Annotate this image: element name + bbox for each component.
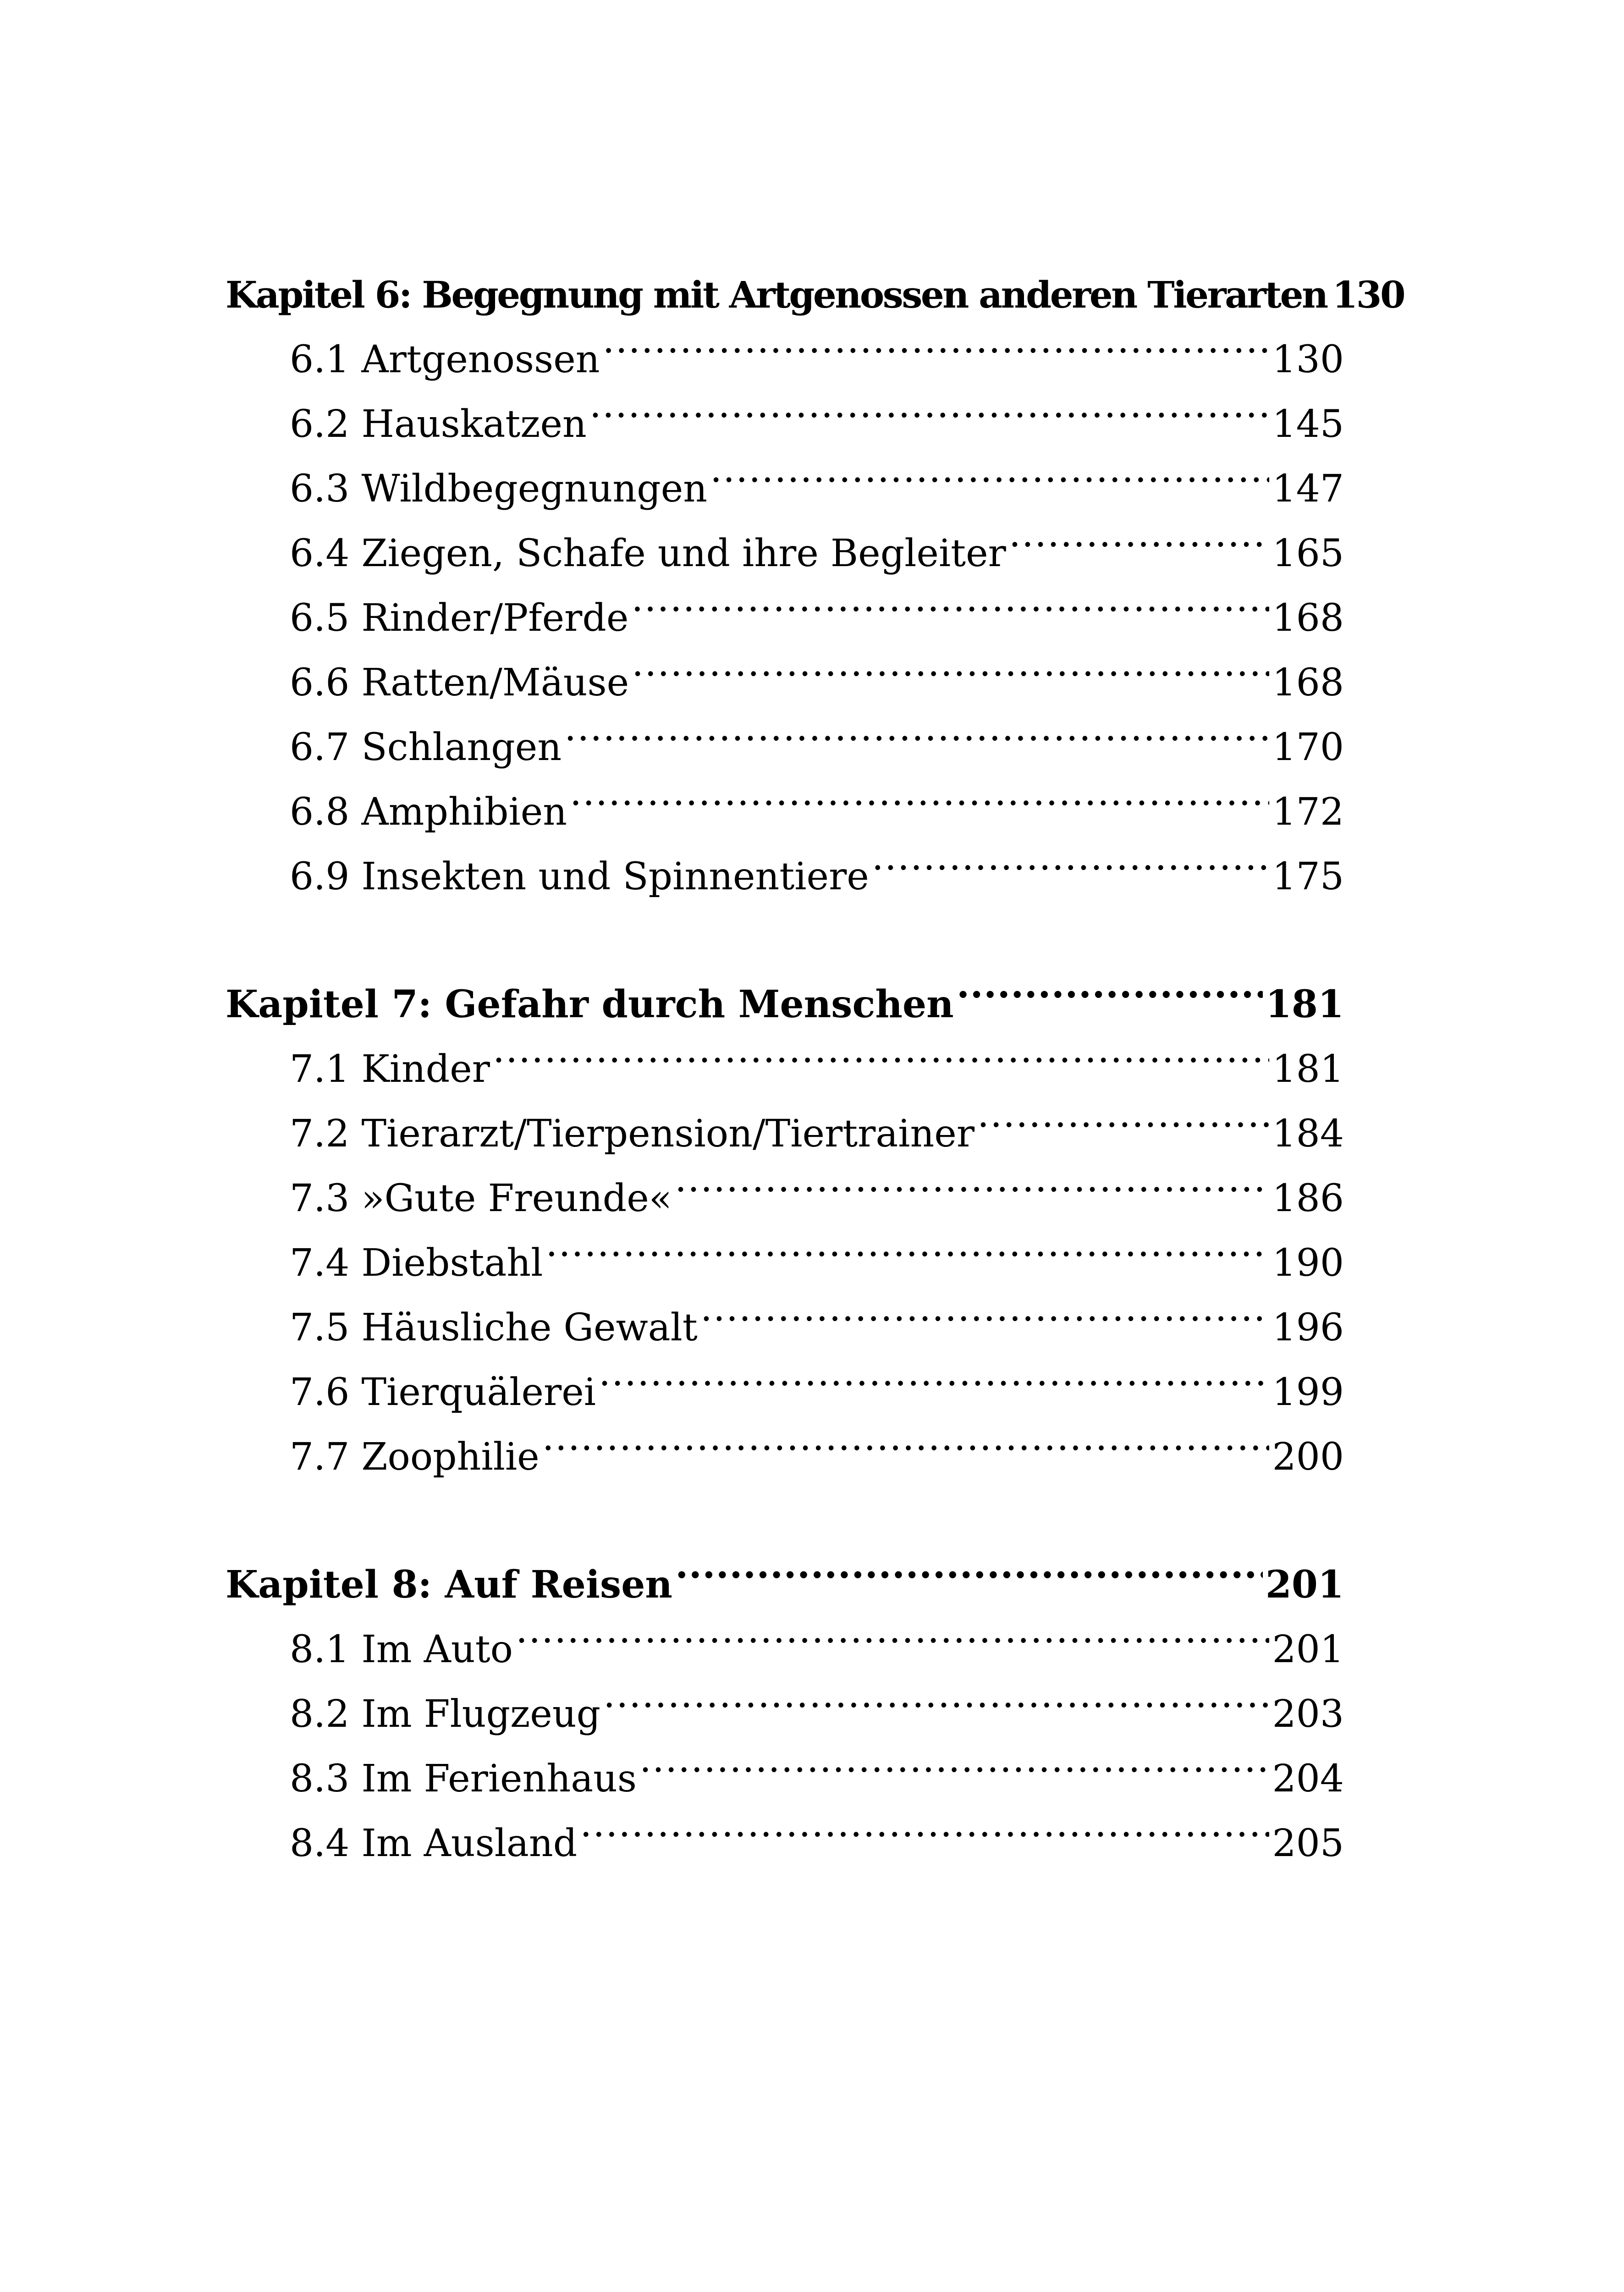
entry-title: 7.1 Kinder bbox=[290, 1047, 490, 1091]
chapter-heading[interactable] bbox=[226, 953, 1344, 1026]
dot-leader bbox=[872, 825, 1270, 889]
dot-leader bbox=[710, 437, 1269, 501]
entry-title: 6.4 Ziegen, Schafe und ihre Begleiter bbox=[290, 532, 1006, 575]
page-number: 203 bbox=[1272, 1692, 1344, 1736]
entry-title: 6.9 Insekten und Spinnentiere bbox=[290, 855, 869, 898]
dot-leader bbox=[639, 1727, 1270, 1791]
page-number: 170 bbox=[1272, 726, 1344, 769]
entry-title: 6.3 Wildbegegnungen bbox=[290, 467, 708, 511]
page-number: 196 bbox=[1272, 1306, 1344, 1350]
dot-leader bbox=[580, 1791, 1269, 1856]
dot-leader bbox=[1009, 501, 1270, 566]
page-number: 204 bbox=[1272, 1757, 1344, 1801]
chapter-title: Kapitel 8: Auf Reisen bbox=[226, 1563, 672, 1607]
dot-leader bbox=[603, 308, 1270, 372]
entry-title: 7.6 Tierquälerei bbox=[290, 1371, 596, 1414]
dot-leader bbox=[957, 953, 1263, 1017]
dot-leader bbox=[516, 1598, 1269, 1662]
entry-title: 7.2 Tierarzt/Tierpension/Tiertrainer bbox=[290, 1112, 975, 1156]
entry-title: 6.6 Ratten/Mäuse bbox=[290, 661, 629, 705]
page-number: 130 bbox=[1332, 273, 1404, 316]
entry-title: 8.4 Im Ausland bbox=[290, 1822, 578, 1865]
dot-leader bbox=[542, 1405, 1270, 1470]
chapter-7 bbox=[226, 953, 1344, 1479]
entry-title: 6.8 Amphibien bbox=[290, 790, 567, 834]
entry-title: 8.1 Im Auto bbox=[290, 1628, 513, 1671]
dot-leader bbox=[631, 566, 1269, 631]
dot-leader bbox=[675, 1533, 1263, 1598]
chapter-heading[interactable] bbox=[226, 243, 1404, 316]
chapter-6 bbox=[226, 243, 1404, 898]
page-number: 201 bbox=[1265, 1563, 1344, 1607]
entry-title: 7.4 Diebstahl bbox=[290, 1241, 543, 1285]
chapter-title: Kapitel 7: Gefahr durch Menschen bbox=[226, 982, 954, 1026]
page-number: 186 bbox=[1272, 1177, 1344, 1220]
entry-title: 7.5 Häusliche Gewalt bbox=[290, 1306, 698, 1350]
entry-title: 6.7 Schlangen bbox=[290, 726, 562, 769]
entry-title: 7.7 Zoophilie bbox=[290, 1435, 539, 1479]
dot-leader bbox=[570, 760, 1269, 825]
page-number: 205 bbox=[1272, 1822, 1344, 1865]
entry-title: 7.3 »Gute Freunde« bbox=[290, 1177, 672, 1220]
page-number: 200 bbox=[1272, 1435, 1344, 1479]
dot-leader bbox=[564, 695, 1269, 760]
page-number: 168 bbox=[1272, 661, 1344, 705]
page-number: 201 bbox=[1272, 1628, 1344, 1671]
page-number: 184 bbox=[1272, 1112, 1344, 1156]
dot-leader bbox=[545, 1211, 1269, 1276]
dot-leader bbox=[675, 1146, 1270, 1211]
page-number: 199 bbox=[1272, 1371, 1344, 1414]
dot-leader bbox=[632, 631, 1269, 695]
dot-leader bbox=[493, 1017, 1269, 1082]
chapter-heading[interactable] bbox=[226, 1533, 1344, 1607]
dot-leader bbox=[599, 1340, 1269, 1405]
entry-title: 6.5 Rinder/Pferde bbox=[290, 596, 629, 640]
page-number: 145 bbox=[1272, 402, 1344, 446]
entry-title: 6.2 Hauskatzen bbox=[290, 402, 587, 446]
table-of-contents bbox=[226, 243, 1404, 1919]
page-number: 147 bbox=[1272, 467, 1344, 511]
page-number: 181 bbox=[1265, 982, 1344, 1026]
dot-leader bbox=[700, 1276, 1270, 1340]
page-number: 165 bbox=[1272, 532, 1344, 575]
entry-title: 8.2 Im Flugzeug bbox=[290, 1692, 601, 1736]
entry-title: 8.3 Im Ferienhaus bbox=[290, 1757, 637, 1801]
dot-leader bbox=[977, 1082, 1269, 1146]
dot-leader bbox=[589, 372, 1270, 437]
page-number: 168 bbox=[1272, 596, 1344, 640]
page-number: 130 bbox=[1272, 338, 1344, 381]
page-number: 175 bbox=[1272, 855, 1344, 898]
page-number: 190 bbox=[1272, 1241, 1344, 1285]
chapter-title: Kapitel 6: Begegnung mit Artgenossen anderen Tierarten bbox=[226, 273, 1327, 316]
dot-leader bbox=[603, 1662, 1269, 1727]
page-number: 172 bbox=[1272, 790, 1344, 834]
page-number: 181 bbox=[1272, 1047, 1344, 1091]
chapter-8 bbox=[226, 1533, 1344, 1865]
entry-title: 6.1 Artgenossen bbox=[290, 338, 600, 381]
